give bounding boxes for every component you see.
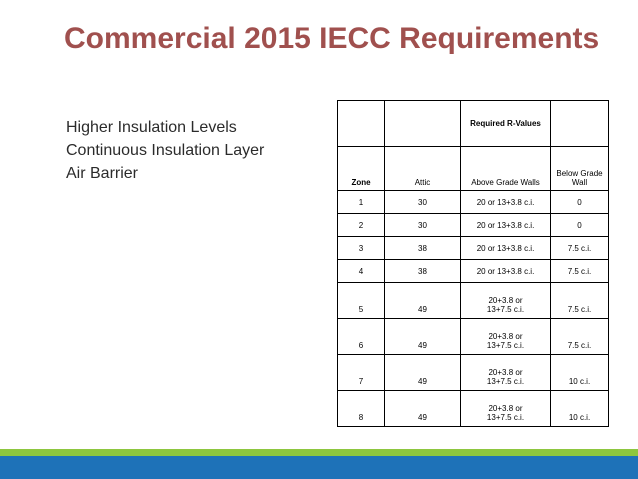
attic-cell: 49 <box>385 355 461 391</box>
table-row <box>338 191 609 214</box>
agw-line: 20+3.8 or <box>488 404 523 413</box>
zone-cell: 1 <box>338 191 385 214</box>
attic-header: Attic <box>385 147 461 191</box>
above-grade-walls-header: Above Grade Walls <box>461 147 551 191</box>
table-row <box>338 237 609 260</box>
r-values-table <box>337 100 609 427</box>
agw-line: 13+7.5 c.i. <box>486 305 525 314</box>
table-row <box>338 214 609 237</box>
attic-cell: 49 <box>385 283 461 319</box>
above-grade-walls-cell <box>461 355 551 391</box>
zone-header: Zone <box>338 147 385 191</box>
bullet-item: Continuous Insulation Layer <box>66 142 265 159</box>
above-grade-walls-cell: 20 or 13+3.8 c.i. <box>461 191 551 214</box>
table-row <box>338 355 609 391</box>
table-cell-empty <box>551 101 609 147</box>
above-grade-walls-cell <box>461 319 551 355</box>
table-row <box>338 319 609 355</box>
agw-line: 20+3.8 or <box>488 296 523 305</box>
table-cell-empty <box>338 101 385 147</box>
slide-title: Commercial 2015 IECC Requirements <box>64 22 600 55</box>
agw-line: 13+7.5 c.i. <box>486 413 525 422</box>
attic-cell: 49 <box>385 319 461 355</box>
bullet-item: Air Barrier <box>66 165 139 182</box>
table-header-row <box>338 147 609 191</box>
attic-cell: 30 <box>385 191 461 214</box>
footer-blue-bar <box>0 456 638 479</box>
below-grade-wall-cell: 0 <box>551 191 609 214</box>
below-grade-wall-cell: 10 c.i. <box>551 355 609 391</box>
attic-cell: 38 <box>385 260 461 283</box>
table-header-row <box>338 101 609 147</box>
zone-cell: 8 <box>338 391 385 427</box>
agw-line: 20+3.8 or <box>488 332 523 341</box>
above-grade-walls-cell <box>461 391 551 427</box>
below-grade-wall-cell: 10 c.i. <box>551 391 609 427</box>
below-grade-wall-cell: 7.5 c.i. <box>551 283 609 319</box>
below-grade-wall-cell: 7.5 c.i. <box>551 260 609 283</box>
zone-cell: 5 <box>338 283 385 319</box>
above-grade-walls-cell: 20 or 13+3.8 c.i. <box>461 260 551 283</box>
below-grade-wall-cell: 7.5 c.i. <box>551 237 609 260</box>
attic-cell: 38 <box>385 237 461 260</box>
zone-cell: 3 <box>338 237 385 260</box>
footer-green-bar <box>0 449 638 456</box>
attic-cell: 49 <box>385 391 461 427</box>
required-r-values-header: Required R-Values <box>461 101 551 147</box>
bullet-list <box>66 116 264 185</box>
above-grade-walls-cell: 20 or 13+3.8 c.i. <box>461 214 551 237</box>
table-row <box>338 260 609 283</box>
table-row <box>338 391 609 427</box>
above-grade-walls-cell: 20 or 13+3.8 c.i. <box>461 237 551 260</box>
below-grade-wall-header: Below Grade Wall <box>551 147 609 191</box>
attic-cell: 30 <box>385 214 461 237</box>
zone-cell: 6 <box>338 319 385 355</box>
zone-cell: 2 <box>338 214 385 237</box>
agw-line: 13+7.5 c.i. <box>486 377 525 386</box>
above-grade-walls-cell <box>461 283 551 319</box>
table-cell-empty <box>385 101 461 147</box>
bullet-item: Higher Insulation Levels <box>66 119 237 136</box>
zone-cell: 7 <box>338 355 385 391</box>
below-grade-wall-cell: 7.5 c.i. <box>551 319 609 355</box>
agw-line: 20+3.8 or <box>488 368 523 377</box>
below-grade-wall-cell: 0 <box>551 214 609 237</box>
table-row <box>338 283 609 319</box>
zone-cell: 4 <box>338 260 385 283</box>
agw-line: 13+7.5 c.i. <box>486 341 525 350</box>
